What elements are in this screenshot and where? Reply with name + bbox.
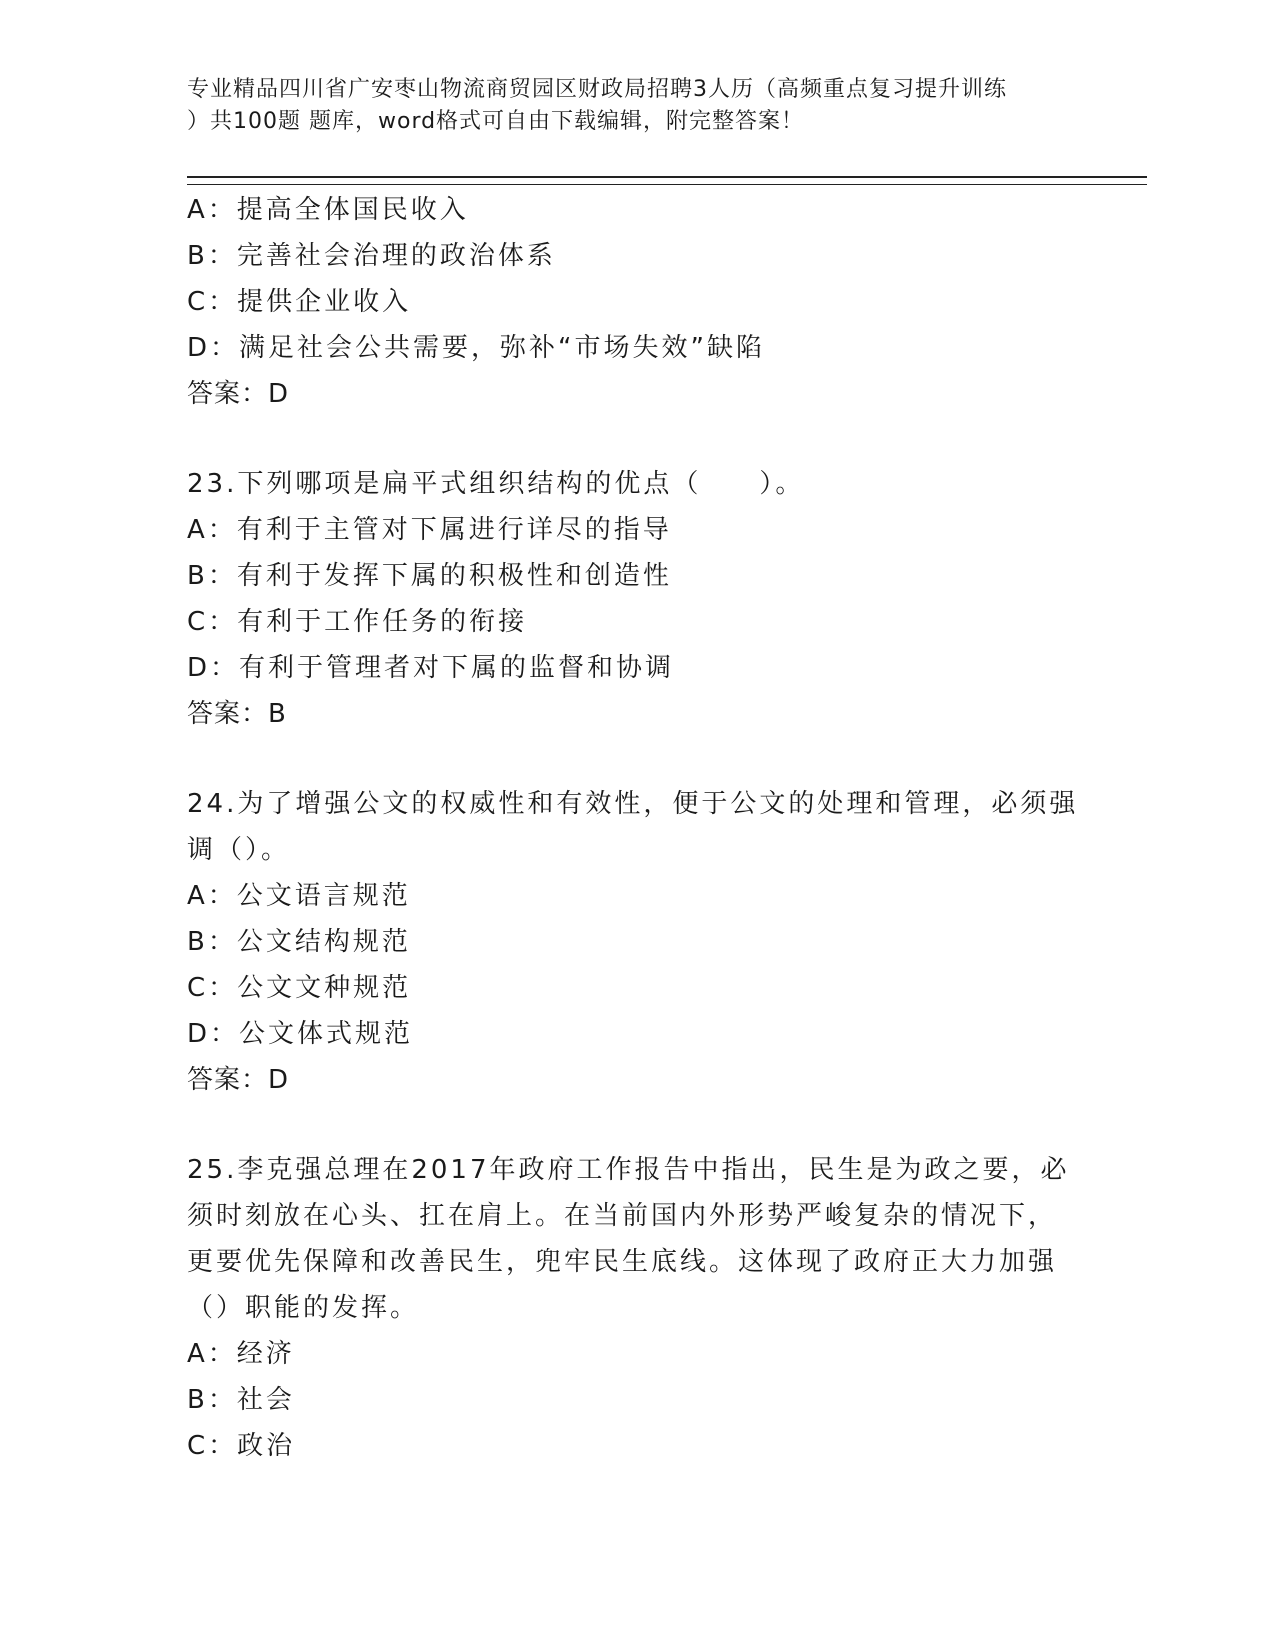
document-title-line-1: 专业精品四川省广安枣山物流商贸园区财政局招聘3人历（高频重点复习提升训练 [187, 77, 1007, 102]
question-stem: 23.下列哪项是扁平式组织结构的优点（ ）。 [187, 469, 805, 499]
option-a: A：经济 [187, 1339, 295, 1369]
question-block-23 [187, 461, 1087, 737]
option-a: A：有利于主管对下属进行详尽的指导 [187, 515, 672, 545]
option-d: D：公文体式规范 [187, 1019, 414, 1049]
option-c: C：有利于工作任务的衔接 [187, 607, 528, 637]
option-a: A：公文语言规范 [187, 881, 411, 911]
question-block-22 [187, 187, 1087, 417]
answer-label: 答案：D [187, 1065, 290, 1095]
question-stem-line-1: 25.李克强总理在2017年政府工作报告中指出，民生是为政之要，必 [187, 1155, 1070, 1185]
option-b: B：公文结构规范 [187, 927, 411, 957]
question-stem-line-2: 须时刻放在心头、扛在肩上。在当前国内外形势严峻复杂的情况下， [187, 1201, 1058, 1231]
question-stem-line-3: 更要优先保障和改善民生，兜牢民生底线。这体现了政府正大力加强 [187, 1247, 1058, 1277]
question-block-24 [187, 781, 1087, 1103]
document-title-line-2: ）共100题 题库，word格式可自由下载编辑，附完整答案！ [187, 109, 805, 134]
answer-label: 答案：D [187, 379, 290, 409]
option-b: B：社会 [187, 1385, 295, 1415]
option-d: D：有利于管理者对下属的监督和协调 [187, 653, 675, 683]
option-c: C：政治 [187, 1431, 296, 1461]
option-d: D：满足社会公共需要，弥补“市场失效”缺陷 [187, 333, 765, 363]
option-c: C：公文文种规范 [187, 973, 412, 1003]
document-title [187, 74, 1087, 138]
option-a: A：提高全体国民收入 [187, 195, 469, 225]
option-c: C：提供企业收入 [187, 287, 412, 317]
question-list [187, 187, 1087, 1469]
answer-label: 答案：B [187, 699, 287, 729]
option-b: B：有利于发挥下属的积极性和创造性 [187, 561, 672, 591]
option-b: B：完善社会治理的政治体系 [187, 241, 556, 271]
question-stem-line-4: （）职能的发挥。 [187, 1293, 420, 1323]
question-stem-line-1: 24.为了增强公文的权威性和有效性，便于公文的处理和管理，必须强 [187, 789, 1079, 819]
question-block-25 [187, 1147, 1087, 1469]
question-spacer [187, 1103, 1087, 1147]
question-spacer [187, 417, 1087, 461]
header-divider [187, 176, 1147, 185]
question-spacer [187, 737, 1087, 781]
question-stem-line-2: 调（）。 [187, 835, 291, 865]
